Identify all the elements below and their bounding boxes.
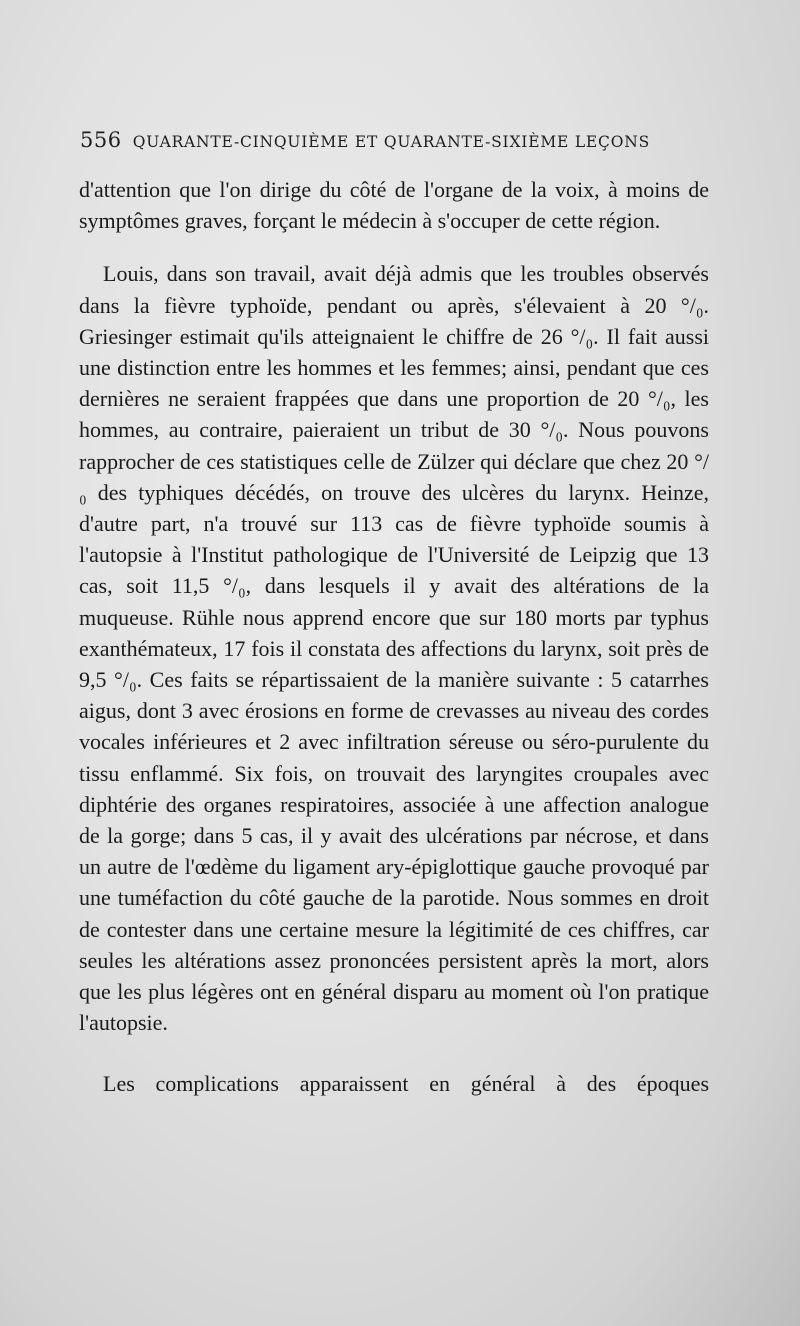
paragraph-continuation: d'attention que l'on dirige du côté de l'organe de la voix, à moins de symptômes graves, forçant le médecin à s'occuper de cette région.: [79, 177, 709, 234]
paragraph-complications: Les complications apparaissent en général à des époques: [103, 1071, 709, 1097]
paragraph-statistics: Louis, dans son travail, avait déjà admis que les troubles observés dans la fièvre typhoïde, pendant ou après, s'élevaient à 20 °/₀. Griesinger estimait qu'ils atteignaient le chiffre de 26 °/₀. Il fait aussi une distinction entre les hommes et les femmes; ainsi, pendant que ces dernières ne seraient frappées que dans une proportion de 20 °/₀, les hommes, au contraire, paieraient un tribut de 30 °/₀. Nous pouvons rapprocher de ces statistiques celle de Zülzer qui déclare que chez 20 °/₀ des typhiques décédés, on trouve des ulcères du larynx. Heinze, d'autre part, n'a trouvé sur 113 cas de fièvre typhoïde soumis à l'autopsie à l'Institut pathologique de l'Université de Leipzig que 13 cas, soit 11,5 °/₀, dans lesquels il y avait des altérations de la muqueuse. Rühle nous apprend encore que sur 180 morts par typhus exanthémateux, 17 fois il constata des affections du larynx, soit près de 9,5 °/₀. Ces faits se répartissaient de la manière suivante : 5 catarrhes aigus, dont 3 avec érosions en forme de crevasses au niveau des cordes vocales inférieures et 2 avec infiltration séreuse ou séro-purulente du tissu enflammé. Six fois, on trouvait des laryngites croupales avec diphtérie des organes respiratoires, associée à une affection analogue de la gorge; dans 5 cas, il y avait des ulcérations par nécrose, et dans un autre de l'œdème du ligament ary-épiglottique gauche provoqué par une tuméfaction du côté gauche de la parotide. Nous sommes en droit de contester dans une certaine mesure la légitimité de ces chiffres, car seules les altérations assez prononcées persistent après la mort, alors que les plus légères ont en général disparu au moment où l'on pratique l'autopsie.: [79, 261, 709, 1036]
page-number: 556: [80, 128, 122, 152]
running-title: QUARANTE-CINQUIÈME ET QUARANTE-SIXIÈME LEÇONS: [132, 133, 650, 151]
body-text: [79, 174, 709, 1100]
running-head: [80, 128, 720, 158]
